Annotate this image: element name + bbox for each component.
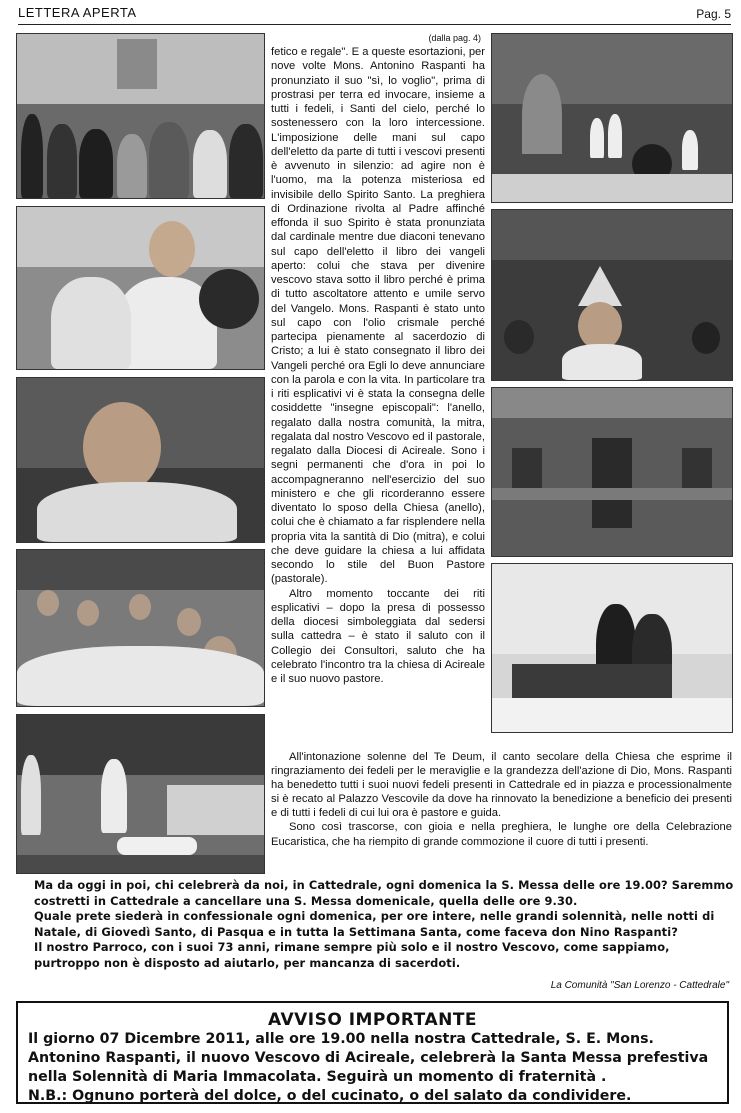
article-paragraph: Sono così trascorse, con gioia e nella preghiera, le lunghe ore della Celebrazione Eucaristica, che ha riempito di grande commozione il cuore di tutti i presenti. — [271, 821, 732, 848]
community-signature: La Comunità "San Lorenzo - Cattedrale" — [550, 980, 729, 991]
notice-title: AVVISO IMPORTANTE — [267, 1010, 478, 1030]
article-continuation — [271, 750, 732, 849]
closing-questions — [34, 878, 734, 972]
photo-bishop-portrait — [16, 377, 265, 543]
photo-bishops-palace — [491, 387, 733, 557]
article-column — [271, 31, 485, 686]
closing-paragraph: Ma da oggi in poi, chi celebrerà da noi, in Cattedrale, ogni domenica la S. Messa delle ore 19.00? Saremmo costretti in Cattedrale a cancellare una S. Messa domenicale, quella delle ore 9.30. — [34, 878, 734, 908]
continued-from-note: (dalla pag. 4) — [428, 33, 481, 43]
publication-title: LETTERA APERTA — [18, 5, 137, 20]
notice-nb: N.B.: Ognuno porterà del dolce, o del cucinato, o del salato da condividere. — [28, 1088, 632, 1104]
page-number: Pag. 5 — [696, 7, 731, 21]
photo-procession — [16, 33, 265, 199]
photo-bishop-vested — [16, 206, 265, 370]
photo-bishop-crowd — [491, 209, 733, 381]
important-notice-box — [16, 1001, 729, 1104]
page-header — [18, 4, 731, 25]
article-paragraph: All'intonazione solenne del Te Deum, il canto secolare della Chiesa che esprime il ringraziamento dei fedeli per le meraviglie e la grandezza dell'azione di Dio, Mons. Raspanti ha benedetto tutti i suoi nuovi fedeli presenti in Cattedrale ed in piazza e processionalmente si è recato al Palazzo Vescovile da dove ha rinnovato la benedizione a beneficio dei presenti e di tutti i fedeli di cui lui ora è pastore e guida. — [271, 751, 732, 820]
article-paragraph: fetico e regale". E a queste esortazioni, per nove volte Mons. Antonino Raspanti ha pronunziato il suo "sì, lo voglio", prima di prostrasi per terra ed invocare, insieme a tutti i fedeli, i Santi del cielo, perché lo sostenessero con la loro intercessione. L'imposizione delle mani sul capo dell'eletto da parte di tutti i vescovi presenti è avvenuto in silenzio: ad agire non è l'uomo, ma la potenza misteriosa ed invisibile dello Spirito Santo. La preghiera di Ordinazione rivolta al Padre affinché effonda il suo Spirito è stata pronunziata dal cardinale mentre due diaconi tenevano sul capo dell'eletto il libro dei vangeli aperto: colui che stava per divenire vescovo stava sotto il libro perché è prima di tutto ascoltatore attento e umile servo del Vangelo. Mons. Raspanti è stato unto sul capo con l'olio crismale perché partecipa pienamente al sacerdozio di Cristo; a lui è stato consegnato il libro dei Vangeli perché ora Egli lo deve annunciare con la parola e con la vita. In particolare tra i riti esplicativi vi è stata la consegna delle cosiddette "insegne episcopali": l'anello, regalato dalla nostra comunità, la mitra, regalata dal nostro Vescovo ed il pastorale, regalato dalla Diocesi di Acireale. Sono i segni permanenti che d'ora in poi lo accompagneranno nell'esercizio del suo ministero e che gli ricorderanno essere diventato lo sposo della Chiesa (anello), colui che è chiamato a far risplendere nella propria vita la santità di Dio (mitra), e colui che deve guidare la chiesa a lui affidata secondo lo stile del Buon Pastore (pastorale). — [271, 46, 485, 586]
closing-paragraph: Quale prete siederà in confessionale ogni domenica, per ore intere, nelle grandi solennità, nelle notti di Natale, di Giovedì Santo, di Pasqua e in tutta la Settimana Santa, come faceva don Nino Raspanti? — [34, 909, 715, 939]
photo-prostration — [16, 714, 265, 874]
photo-cathedral-altar — [491, 33, 733, 203]
article-paragraph: Altro momento toccante dei riti esplicativi – dopo la presa di possesso della diocesi simboleggiata dal sedersi sulla cattedra – è stato il saluto con il Collegio dei Consultori, saluto che ha celebrato l'incontro tra la chiesa di Acireale e il suo nuovo pastore. — [271, 587, 485, 685]
photo-reception — [491, 563, 733, 733]
notice-body: Il giorno 07 Dicembre 2011, alle ore 19.00 nella nostra Cattedrale, S. E. Mons. Antonino Raspanti, il nuovo Vescovo di Acireale, celebrerà la Santa Messa prefestiva nella Solennità di Maria Immacolata. Seguirà un momento di fraternità . — [28, 1031, 709, 1085]
photo-clergy — [16, 549, 265, 707]
closing-paragraph: Il nostro Parroco, con i suoi 73 anni, rimane sempre più solo e il nostro Vescovo, come sappiamo, purtroppo non è disposto ad aiutarlo, per mancanza di sacerdoti. — [34, 940, 670, 970]
